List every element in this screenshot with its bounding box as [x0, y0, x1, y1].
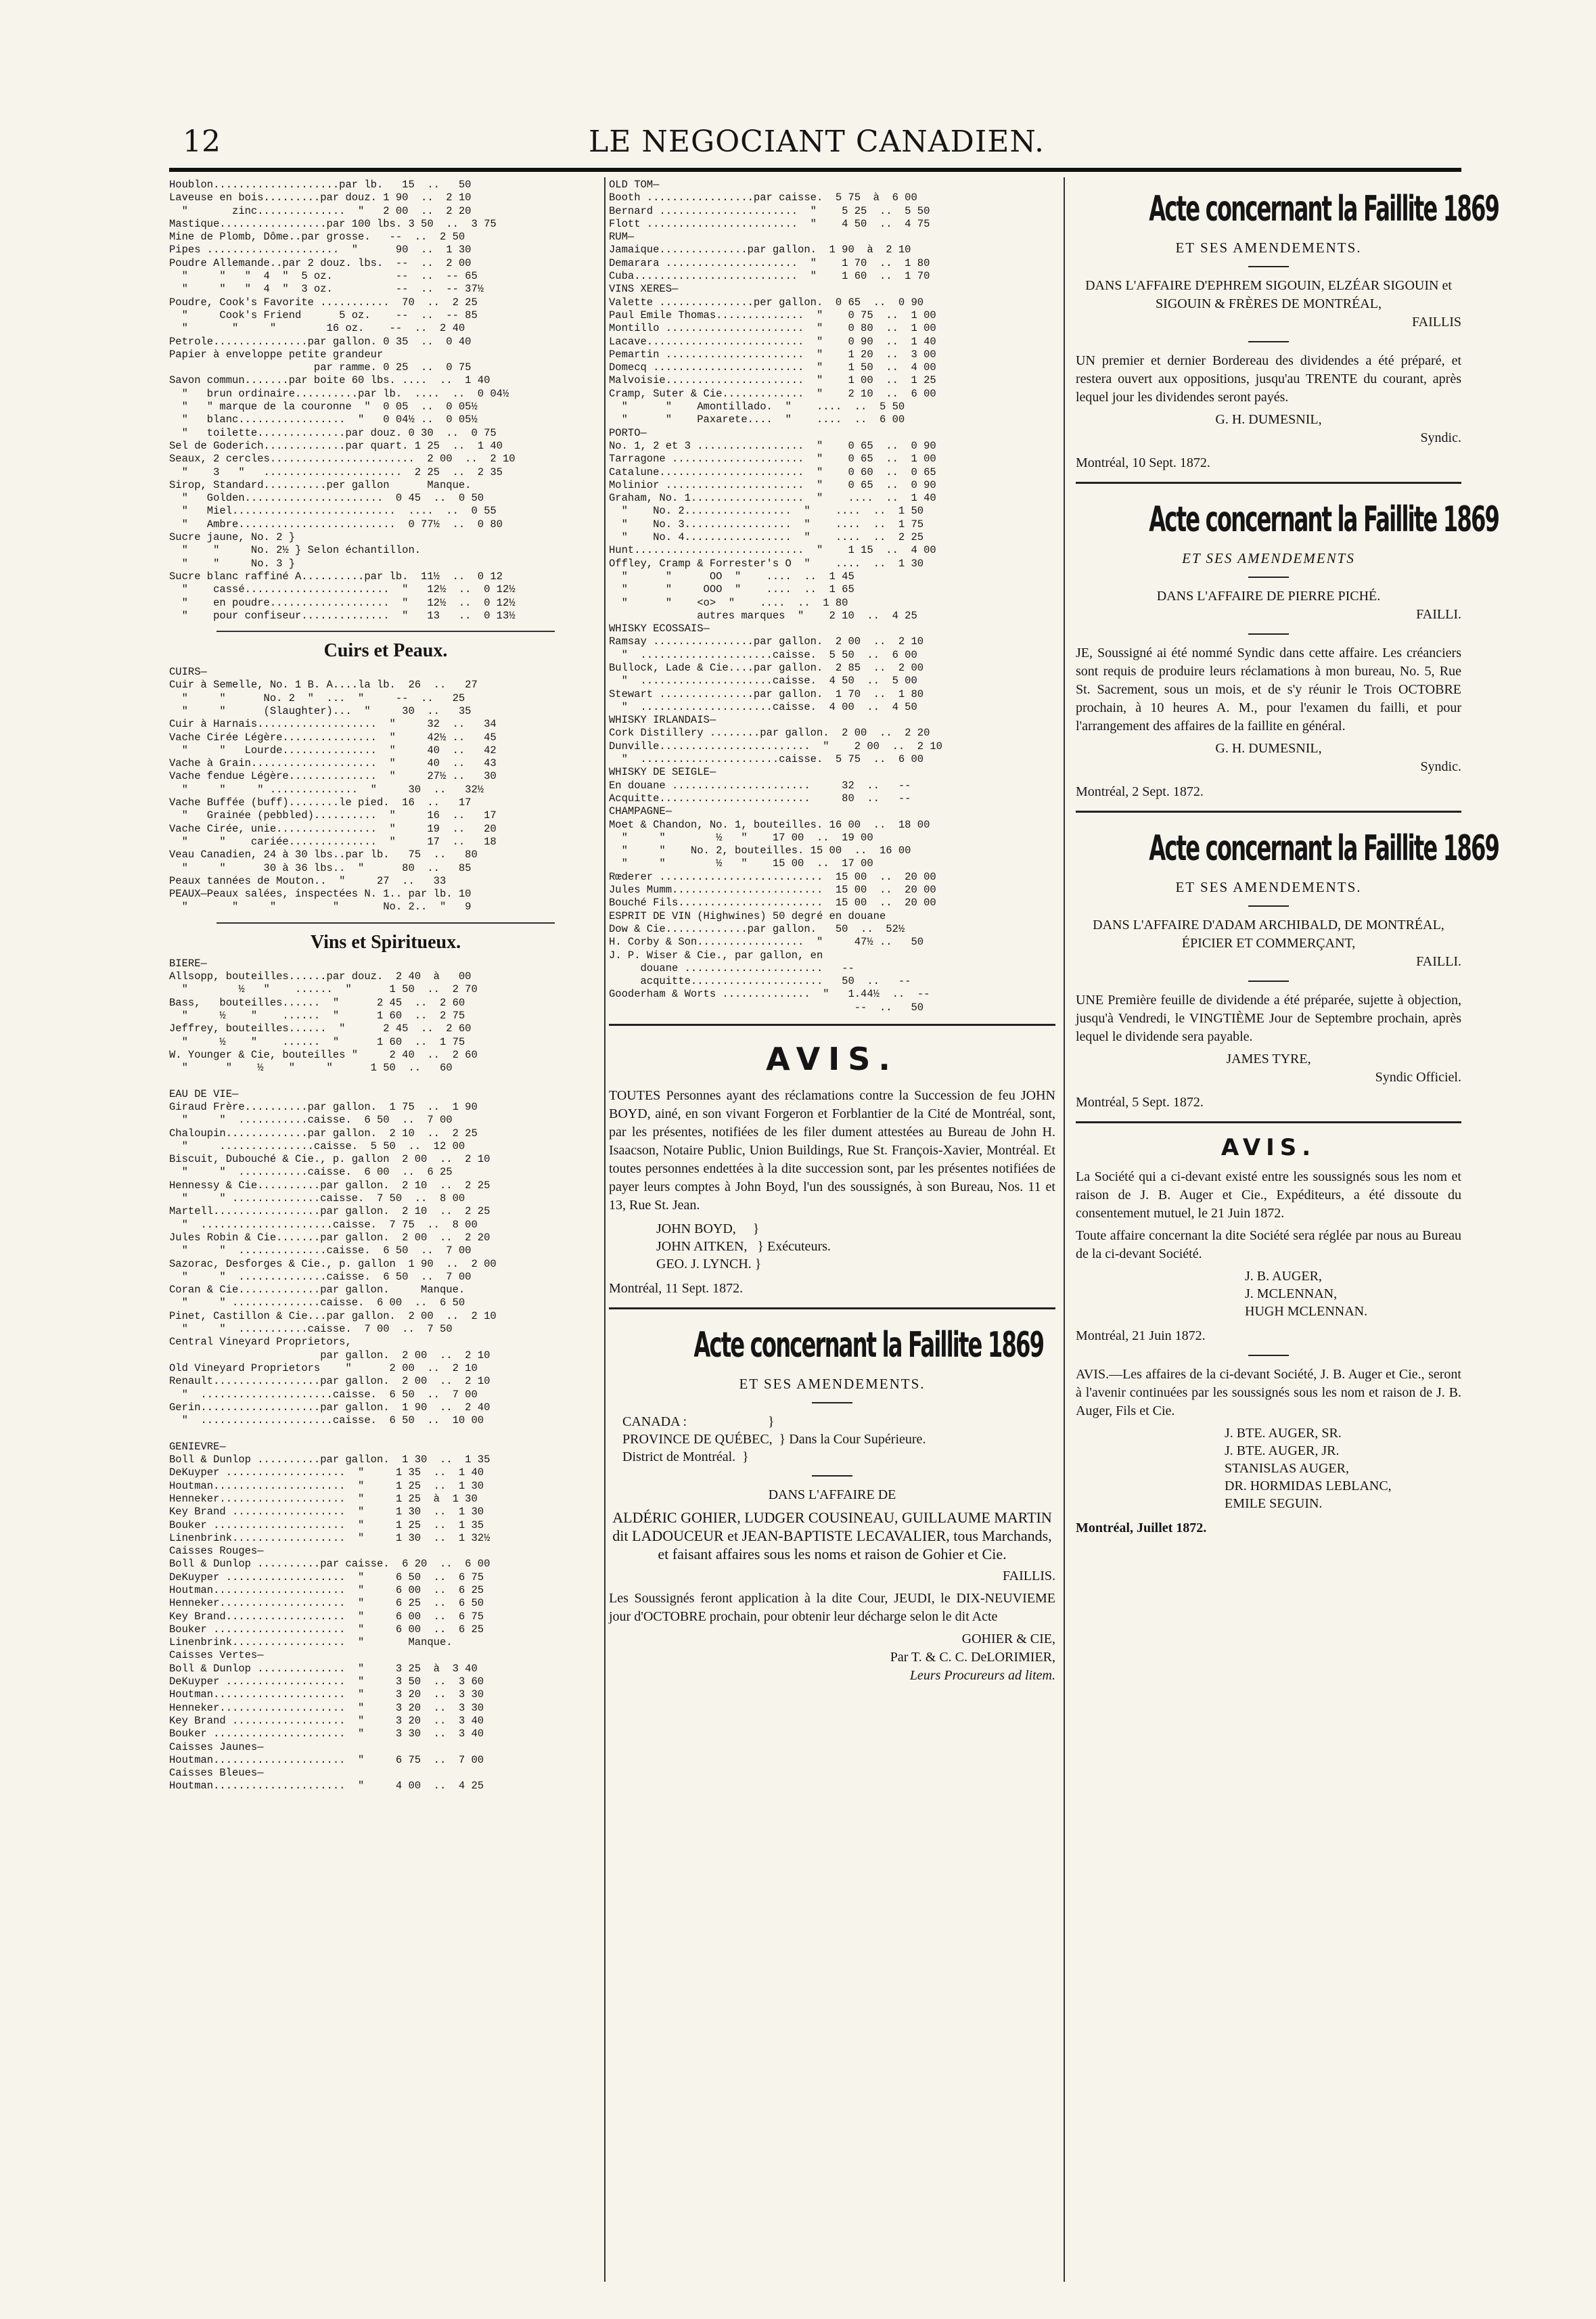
separator — [609, 1307, 1055, 1309]
avis2-date: Montréal, Juillet 1872. — [1076, 1521, 1207, 1535]
separator — [1076, 811, 1461, 813]
column-divider-1 — [604, 177, 606, 2282]
dash — [1248, 905, 1289, 907]
acte1-title: Acte concernant la Faillite 1869 — [1149, 189, 1499, 229]
avis-signers: JOHN BOYD, } JOHN AITKEN, } Exécuteurs. GEO. J. LYNCH. } — [656, 1221, 831, 1271]
acte2-date: Montréal, 2 Sept. 1872. — [1076, 784, 1204, 799]
acte1-date: Montréal, 10 Sept. 1872. — [1076, 455, 1210, 470]
acte1-faillis: FAILLIS — [1412, 315, 1461, 330]
acte3-signature: JAMES TYRE, — [1226, 1052, 1311, 1066]
acte1-subtitle: ET SES AMENDEMENTS. — [1175, 240, 1362, 256]
court-district: CANADA : } PROVINCE DE QUÉBEC, } Dans la Cour Supérieure. District de Montréal. } — [622, 1414, 926, 1464]
dash — [1248, 577, 1289, 578]
acte2-affaire: DANS L'AFFAIRE DE PIERRE PICHÉ. — [1156, 589, 1381, 604]
acte3-affaire: DANS L'AFFAIRE D'ADAM ARCHIBALD, DE MONTRÉAL, ÉPICIER ET COMMERÇANT, — [1093, 918, 1444, 951]
faillis-label: FAILLIS. — [1003, 1569, 1055, 1583]
acte2-role: Syndic. — [1420, 759, 1461, 774]
avis-body-2: Toute affaire concernant la dite Société sera réglée par nous au Bureau de la ci-devant Société. — [1076, 1228, 1461, 1261]
acte2-title: Acte concernant la Faillite 1869 — [1149, 499, 1499, 540]
acte-title: Acte concernant la Faillite 1869 — [693, 1325, 1044, 1366]
dash — [812, 1402, 852, 1403]
acte1-affaire: DANS L'AFFAIRE D'EPHREM SIGOUIN, ELZÉAR SIGOUIN et SIGOUIN & FRÈRES DE MONTRÉAL, — [1085, 278, 1452, 311]
avis2-signers: J. BTE. AUGER, SR. J. BTE. AUGER, JR. STANISLAS AUGER, DR. HORMIDAS LEBLANC, EMILE SEGUIN. — [1225, 1426, 1392, 1511]
attorney-role: Leurs Procureurs ad litem. — [909, 1668, 1055, 1683]
avis-body: La Société qui a ci-devant existé entre les soussignés sous les nom et raison de J. B. Auger et Cie., Expéditeurs, a été dissoute du consentement mutuel, le 21 Juin 1872. — [1076, 1169, 1461, 1221]
dash — [1248, 633, 1289, 635]
dash — [1248, 341, 1289, 342]
affaire-heading: DANS L'AFFAIRE DE — [768, 1487, 896, 1502]
header-rule — [169, 168, 1461, 172]
price-list-cuirs: CUIRS— Cuir à Semelle, No. 1 B. A....la lb. 26 .. 27 " " No. 2 " ... " -- .. 25 " " (Slaughter)... " 30 .. 35 Cuir à Harnais................... " 32 .. 34 Vache Cirée Légère............... " 42½ .. 45 " " Lourde............... " 40 .. 42 Vache à Grain.................... " 40 .. 43 Vache fendue Légère.............. " 27½ .. 30 " " " .............. " 30 .. 32½ Vache Buffée (buff)........le pied. 16 .. 17 " Grainée (pebbled).......... " 16 .. 17 Vache Cirée, unie................ " 19 .. 20 " " cariée.............. " 17 .. 18 Veau Canadien, 24 à 30 lbs..par lb. 75 .. 80 " " 30 à 36 lbs.. " 80 .. 85 Peaux tannées de Mouton.. " 27 .. 33 PEAUX—Peaux salées, inspectées N. 1.. par lb. 10 " " " " No. 2.. " 9 — [169, 666, 497, 914]
avis-title: AVIS. — [766, 1041, 898, 1077]
newspaper-title: LE NEGOCIANT CANADIEN. — [589, 125, 1045, 159]
notices-column — [1076, 179, 1499, 2283]
page-number: 12 — [183, 125, 221, 159]
acte3-role: Syndic Officiel. — [1375, 1070, 1461, 1085]
separator — [216, 631, 555, 632]
section-title-vins: Vins et Spiritueux. — [310, 931, 461, 953]
acte-body: Les Soussignés feront application à la dite Cour, JEUDI, le DIX-NEUVIEME jour d'OCTOBRE prochain, pour obtenir leur décharge selon le dit Acte — [609, 1591, 1055, 1624]
separator — [1076, 1121, 1461, 1123]
separator — [216, 922, 555, 924]
acte1-body: UN premier et dernier Bordereau des dividendes a été préparé, et restera ouvert aux oppositions, jusqu'au TRENTE du courant, après lequel jour les dividendes seront payés. — [1076, 353, 1461, 405]
avis-body: TOUTES Personnes ayant des réclamations contre la Succession de feu JOHN BOYD, ainé, en son vivant Forgeron et Forblantier de la Cité de Montréal, sont, par les présentes, notifiées de les filer dument attestées au Bureau de John H. Isaacson, Notaire Public, Union Buildings, Rue St. François-Xavier, Montréal. Et toutes personnes endettées à la dite succession sont, par les présentes notifiées de payer leurs comptes à John Boyd, l'un des soussignés, à son Bureau, Nos. 11 et 13, Rue St. Jean. — [609, 1088, 1055, 1213]
acte3-failli: FAILLI. — [1416, 954, 1461, 969]
acte1-signature: G. H. DUMESNIL, — [1215, 412, 1322, 427]
price-list-general: Houblon....................par lb. 15 .. 50 Laveuse en bois.........par douz. 1 90 .. 2 10 " zinc.............. " 2 00 .. 2 20 Mastique.................par 100 lbs. 3 50 .. 3 75 Mine de Plomb, Dôme..par grosse. -- .. 2 50 Pipes ..................... " 90 .. 1 30 Poudre Allemande..par 2 douz. lbs. -- .. 2 00 " " " 4 " 5 oz. -- .. -- 65 " " " 4 " 3 oz. -- .. -- 37½ Poudre, Cook's Favorite ........... 70 .. 2 25 " Cook's Friend 5 oz. -- .. -- 85 " " " 16 oz. -- .. 2 40 Petrole...............par gallon. 0 35 .. 0 40 Papier à enveloppe petite grandeur par ramme. 0 25 .. 0 75 Savon commun.......par boite 60 lbs. .... .. 1 40 " brun ordinaire..........par lb. .... .. 0 04½ " " marque de la couronne " 0 05 .. 0 05½ " blanc................. " 0 04½ .. 0 05½ " toilette..............par douz. 0 30 .. 0 75 Sel de Goderich.............par quart. 1 25 .. 1 40 Seaux, 2 cercles....................... 2 00 .. 2 10 " 3 " ...................... 2 25 .. 2 35 Sirop, Standard..........per gallon Manque. " Golden...................... 0 45 .. 0 50 " Miel.......................... .... .. 0 55 " Ambre......................... 0 77½ .. 0 80 Sucre jaune, No. 2 } " " No. 2½ } Selon échantillon. " " No. 3 } Sucre blanc raffiné A..........par lb. 11½ .. 0 12 " cassé....................... " 12½ .. 0 12½ " en poudre................... " 12½ .. 0 12½ " pour confiseur.............. " 13 .. 0 13½ — [169, 179, 516, 622]
dash — [1248, 981, 1289, 982]
acte2-signature: G. H. DUMESNIL, — [1215, 741, 1322, 756]
price-column-1 — [169, 179, 602, 2283]
dash — [1248, 266, 1289, 267]
avis-date: Montréal, 21 Juin 1872. — [1076, 1328, 1206, 1343]
acte3-date: Montréal, 5 Sept. 1872. — [1076, 1095, 1204, 1110]
column-divider-2 — [1064, 177, 1065, 2282]
acte-subtitle: ET SES AMENDEMENTS. — [739, 1376, 926, 1392]
acte3-subtitle: ET SES AMENDEMENTS. — [1175, 879, 1362, 895]
separator — [609, 1024, 1055, 1026]
section-title-cuirs: Cuirs et Peaux. — [323, 640, 448, 662]
acte2-body: JE, Soussigné ai été nommé Syndic dans cette affaire. Les créanciers sont requis de produire leurs réclamations à mon bureau, No. 5, Rue St. Sacrement, sous un mois, et de s'y réunir le Trois OCTOBRE prochain, à 10 heures A. M., pour l'examen du failli, et pour l'arrangement des affaires de la faillite en général. — [1076, 646, 1461, 734]
page-header — [183, 125, 1461, 165]
acte3-body: UNE Première feuille de dividende a été préparée, sujette à objection, jusqu'à Vendredi, le VINGTIÈME Jour de Septembre prochain, après lequel le dividende sera payable. — [1076, 993, 1461, 1044]
price-list-vins: BIERE— Allsopp, bouteilles......par douz. 2 40 à 00 " ½ " ...... " 1 50 .. 2 70 Bass, bouteilles...... " 2 45 .. 2 60 " ½ " ...... " 1 60 .. 2 75 Jeffrey, bouteilles...... " 2 45 .. 2 60 " ½ " ...... " 1 60 .. 1 75 W. Younger & Cie, bouteilles " 2 40 .. 2 60 " " ½ " " 1 50 .. 60 EAU DE VIE— Giraud Frère..........par gallon. 1 75 .. 1 90 " " ...........caisse. 6 50 .. 7 00 Chaloupin.............par gallon. 2 10 .. 2 25 " ...............caisse. 5 50 .. 12 00 Biscuit, Dubouché & Cie., p. gallon 2 00 .. 2 10 " " ...........caisse. 6 00 .. 6 25 Hennessy & Cie..........par gallon. 2 10 .. 2 25 " " ..............caisse. 7 50 .. 8 00 Martell.................par gallon. 2 10 .. 2 25 " .....................caisse. 7 75 .. 8 00 Jules Robin & Cie.......par gallon. 2 00 .. 2 20 " " ..............caisse. 6 50 .. 7 00 Sazorac, Desforges & Cie., p. gallon 1 90 .. 2 00 " " ..............caisse. 6 50 .. 7 00 Coran & Cie.............par gallon. Manque. " " ..............caisse. 6 00 .. 6 50 Pinet, Castillon & Cie...par gallon. 2 00 .. 2 10 " " ...........caisse. 7 00 .. 7 50 Central Vineyard Proprietors, par gallon. 2 00 .. 2 10 Old Vineyard Proprietors " 2 00 .. 2 10 Renault.................par gallon. 2 00 .. 2 10 " .....................caisse. 6 50 .. 7 00 Gerin...................par gallon. 1 90 .. 2 40 " .....................caisse. 6 50 .. 10 00 GENIEVRE— Boll & Dunlop ..........par gallon. 1 30 .. 1 35 DeKuyper ................... " 1 35 .. 1 40 Houtman..................... " 1 25 .. 1 30 Henneker.................... " 1 25 à 1 30 Key Brand .................. " 1 30 .. 1 30 Bouker ..................... " 1 25 .. 1 35 Linenbrink.................. " 1 30 .. 1 32½ Caisses Rouges— Boll & Dunlop ..........par caisse. 6 20 .. 6 00 DeKuyper ................... " 6 50 .. 6 75 Houtman..................... " 6 00 .. 6 25 Henneker.................... " 6 25 .. 6 50 Key Brand................... " 6 00 .. 6 75 Bouker ..................... " 6 00 .. 6 25 Linenbrink.................. " Manque. Caisses Vertes— Boll & Dunlop .............. " 3 25 à 3 40 DeKuyper ................... " 3 50 .. 3 60 Houtman..................... " 3 20 .. 3 30 Henneker.................... " 3 20 .. 3 30 Key Brand .................. " 3 20 .. 3 40 Bouker ..................... " 3 30 .. 3 40 Caisses Jaunes— Houtman..................... " 6 75 .. 7 00 Caisses Bleues— Houtman..................... " 4 00 .. 4 25 — [169, 957, 497, 1793]
attorney: Par T. & C. C. DeLORIMIER, — [890, 1650, 1055, 1665]
acte2-subtitle: ET SES AMENDEMENTS — [1182, 550, 1355, 566]
acte3-title: Acte concernant la Faillite 1869 — [1149, 828, 1499, 869]
acte2-failli: FAILLI. — [1416, 607, 1461, 622]
dash — [812, 1475, 852, 1477]
avis-title: AVIS. — [1221, 1134, 1317, 1161]
acte1-role: Syndic. — [1420, 430, 1461, 445]
dash — [1248, 1355, 1289, 1356]
separator — [1076, 482, 1461, 484]
price-list-spirits: OLD TOM— Booth .................par caisse. 5 75 à 6 00 Bernard ...................... " 5 25 .. 5 50 Flott ........................ " 4 50 .. 4 75 RUM— Jamaique..............par gallon. 1 90 à 2 10 Demarara ..................... " 1 70 .. 1 80 Cuba.......................... " 1 60 .. 1 70 VINS XERES— Valette ...............per gallon. 0 65 .. 0 90 Paul Emile Thomas.............. " 0 75 .. 1 00 Montillo ...................... " 0 80 .. 1 00 Lacave......................... " 0 90 .. 1 40 Pemartin ...................... " 1 20 .. 3 00 Domecq ........................ " 1 50 .. 4 00 Malvoisie...................... " 1 00 .. 1 25 Cramp, Suter & Cie............. " 2 10 .. 6 00 " " Amontillado. " .... .. 5 50 " " Paxarete.... " .... .. 6 00 PORTO— No. 1, 2 et 3 ................. " 0 65 .. 0 90 Tarragone ..................... " 0 65 .. 1 00 Catalune....................... " 0 60 .. 0 65 Molinior ...................... " 0 65 .. 0 90 Graham, No. 1.................. " .... .. 1 40 " No. 2................. " .... .. 1 50 " No. 3................. " .... .. 1 75 " No. 4................. " .... .. 2 25 Hunt........................... " 1 15 .. 4 00 Offley, Cramp & Forrester's O " .... .. 1 30 " " OO " .... .. 1 45 " " OOO " .... .. 1 65 " " <o> " .... .. 1 80 autres marques " 2 10 .. 4 25 WHISKY ECOSSAIS— Ramsay ................par gallon. 2 00 .. 2 10 " .....................caisse. 5 50 .. 6 00 Bullock, Lade & Cie....par gallon. 2 85 .. 2 00 " .....................caisse. 4 50 .. 5 00 Stewart ...............par gallon. 1 70 .. 1 80 " .....................caisse. 4 00 .. 4 50 WHISKY IRLANDAIS— Cork Distillery ........par gallon. 2 00 .. 2 20 Dunville........................ " 2 00 .. 2 10 " ......................caisse. 5 75 .. 6 00 WHISKY DE SEIGLE— En douane ...................... 32 .. -- Acquitte........................ 80 .. -- CHAMPAGNE— Moet & Chandon, No. 1, bouteilles. 16 00 .. 18 00 " " ½ " 17 00 .. 19 00 " " No. 2, bouteilles. 15 00 .. 16 00 " " ½ " 15 00 .. 17 00 Rœderer .......................... 15 00 .. 20 00 Jules Mumm........................ 15 00 .. 20 00 Bouché Fils....................... 15 00 .. 20 00 ESPRIT DE VIN (Highwines) 50 degré en douane Dow & Cie.............par gallon. 50 .. 52½ H. Corby & Son................. " 47½ .. 50 J. P. Wiser & Cie., par gallon, en douane ...................... -- acquitte..................... 50 .. -- Gooderham & Worts .............. " 1.44½ .. -- -- .. 50 — [609, 179, 942, 1014]
price-column-2 — [609, 179, 1055, 2283]
avis-date: Montréal, 11 Sept. 1872. — [609, 1281, 744, 1296]
signer: GOHIER & CIE, — [961, 1631, 1055, 1646]
debtor-names: ALDÉRIC GOHIER, LUDGER COUSINEAU, GUILLAUME MARTIN dit LADOUCEUR et JEAN-BAPTISTE LECAVALIER, tous Marchands, et faisant affaires sous les noms et raison de Gohier et Cie. — [612, 1509, 1052, 1562]
avis2-body: AVIS.—Les affaires de la ci-devant Société, J. B. Auger et Cie., seront à l'avenir continuées par les soussignés sous les nom et raison de J. B. Auger, Fils et Cie. — [1076, 1367, 1461, 1418]
avis-signers: J. B. AUGER, J. MCLENNAN, HUGH MCLENNAN. — [1245, 1269, 1368, 1319]
